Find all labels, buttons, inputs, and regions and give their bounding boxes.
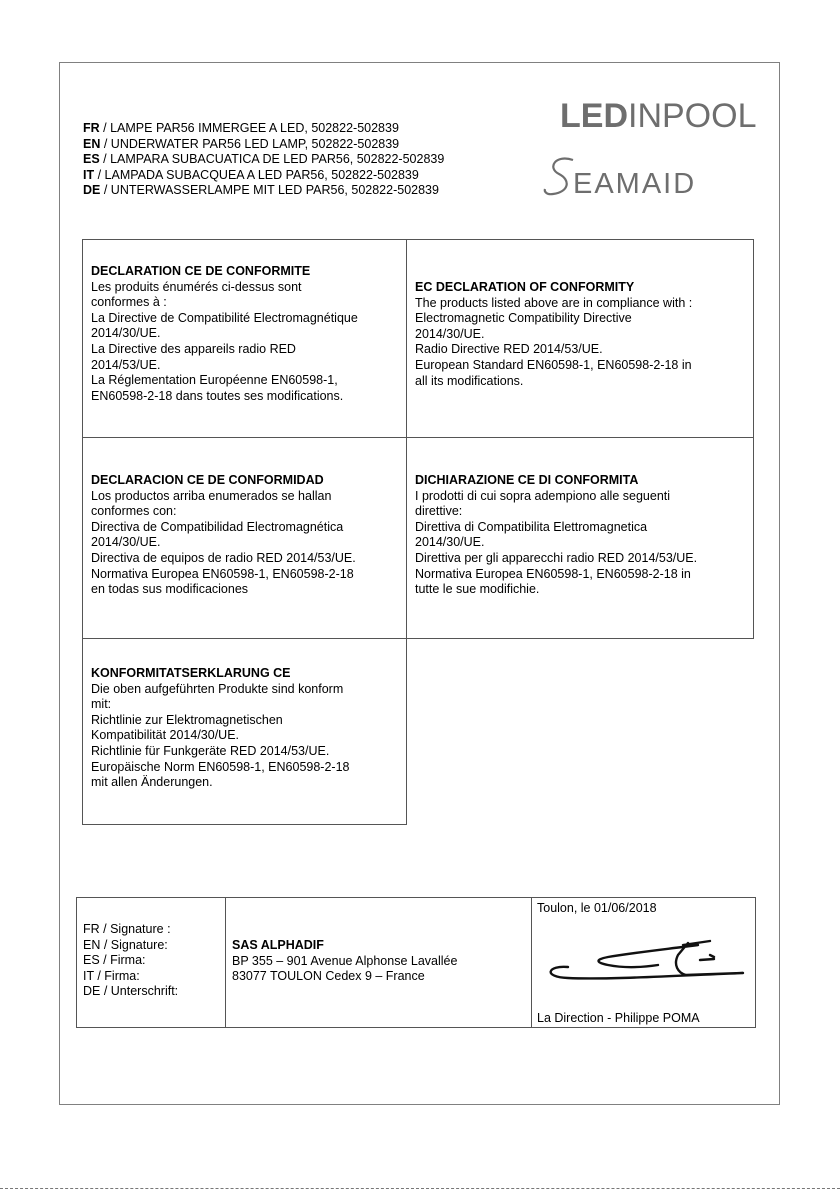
heading-de: KONFORMITATSERKLARUNG CE [91,666,291,680]
declaration-es: DECLARACION CE DE CONFORMIDAD Los productos arriba enumerados se hallan conformes con: Directiva de Compatibilidad Electromagnética 2014/30/UE. Directiva de equipos de radio RED 2014/53/UE. Normativa Europea EN60598-1, EN60598-2-18 en todas sus modificaciones [82,437,407,639]
company-address-1: BP 355 – 901 Avenue Alphonse Lavallée [232,953,458,968]
company-name: SAS ALPHADIF [232,938,324,952]
title-line-fr: FR / LAMPE PAR56 IMMERGEE A LED, 502822-502839 [83,121,399,135]
seamaid-logo [543,152,758,202]
product-titles [83,121,444,199]
handwritten-signature [538,935,748,985]
signature-labels-cell: FR / Signature : EN / Signature: ES / Firma: IT / Firma: DE / Unterschrift: [77,898,226,1027]
heading-it: DICHIARAZIONE CE DI CONFORMITA [415,473,639,487]
signatory: La Direction - Philippe POMA [537,1011,700,1025]
company-address-2: 83077 TOULON Cedex 9 – France [232,969,425,984]
declaration-de: KONFORMITATSERKLARUNG CE Die oben aufgeführten Produkte sind konform mit: Richtlinie zur Elektromagnetischen Kompatibilität 2014/30/UE. Richtlinie für Funkgeräte RED 2014/53/UE. Europäische Norm EN60598-1, EN60598-2-18 mit allen Änderungen. [82,638,407,825]
company-cell [226,898,532,1027]
place-date: Toulon, le 01/06/2018 [537,901,657,915]
svg-text:EAMAID: EAMAID [573,168,697,200]
title-line-de: DE / UNTERWASSERLAMPE MIT LED PAR56, 502822-502839 [83,183,439,198]
ledinpool-logo: LEDINPOOL [560,97,757,135]
title-line-en: EN / UNDERWATER PAR56 LED LAMP, 502822-502839 [83,136,400,151]
heading-fr: DECLARATION CE DE CONFORMITE [91,264,311,278]
title-line-it: IT / LAMPADA SUBACQUEA A LED PAR56, 502822-502839 [83,167,419,182]
declaration-fr: DECLARATION CE DE CONFORMITE Les produits énumérés ci-dessus sont conformes à : La Directive de Compatibilité Electromagnétique 2014/30/UE. La Directive des appareils radio RED 2014/53/UE. La Réglementation Européenne EN60598-1, EN60598-2-18 dans toutes ses modifications. [82,239,407,438]
heading-en: EC DECLARATION OF CONFORMITY [415,280,635,294]
page-edge-dash [0,1188,840,1189]
heading-es: DECLARACION CE DE CONFORMIDAD [91,473,324,487]
title-line-es: ES / LAMPARA SUBACUATICA DE LED PAR56, 502822-502839 [83,152,445,167]
declaration-en: EC DECLARATION OF CONFORMITY The products listed above are in compliance with : Electromagnetic Compatibility Directive 2014/30/UE. Radio Directive RED 2014/53/UE. European Standard EN60598-1, EN60598-2-18 in all its modifications. [406,239,754,438]
declaration-it: DICHIARAZIONE CE DI CONFORMITA I prodotti di cui sopra adempiono alle seguenti direttive: Direttiva di Compatibilita Elettromagnetica 2014/30/UE. Direttiva per gli apparecchi radio RED 2014/53/UE. Normativa Europea EN60598-1, EN60598-2-18 in tutte le sue modifichie. [406,437,754,639]
